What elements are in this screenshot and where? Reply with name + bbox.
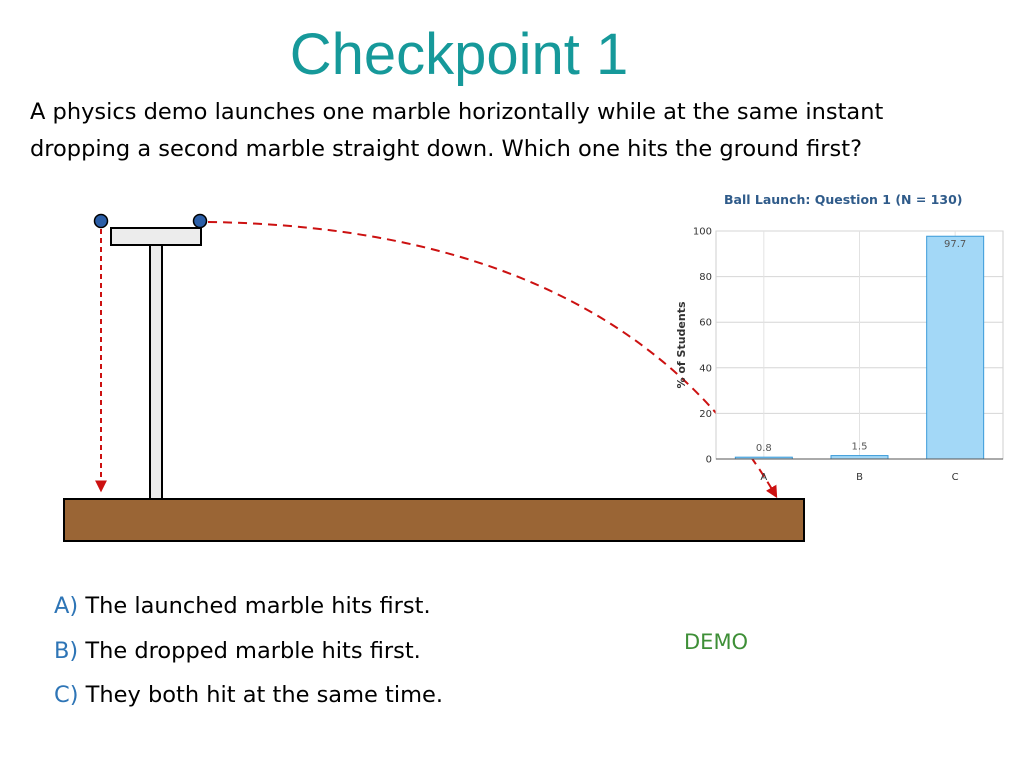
bar-b xyxy=(831,456,888,459)
y-tick-label: 80 xyxy=(699,272,712,284)
answer-list xyxy=(54,584,443,718)
answer-b-text: The dropped marble hits first. xyxy=(85,637,421,664)
y-tick-label: 40 xyxy=(699,363,712,375)
answer-c-text: They both hit at the same time. xyxy=(85,682,443,708)
answer-a xyxy=(54,584,443,629)
question-text: A physics demo launches one marble horizontally while at the same instant dropping a second marble straight down. Which one hits the ground first? xyxy=(30,99,884,162)
bar-value-label: 97.7 xyxy=(944,239,967,251)
x-tick-label: B xyxy=(856,472,863,483)
x-tick-label: C xyxy=(951,472,959,483)
y-axis-label: % of Students xyxy=(675,301,688,389)
chart-title: Ball Launch: Question 1 (N = 130) xyxy=(724,192,963,207)
answer-b xyxy=(54,629,443,674)
demo-link[interactable]: DEMO xyxy=(684,630,749,654)
slide-title: Checkpoint 1 xyxy=(289,22,629,87)
y-tick-label: 100 xyxy=(692,226,712,238)
bar-value-label: 1.5 xyxy=(851,441,868,453)
x-tick-label: A xyxy=(760,472,768,483)
bar-c xyxy=(927,236,984,459)
y-tick-label: 20 xyxy=(699,408,712,420)
answer-c xyxy=(54,673,443,718)
y-tick-label: 0 xyxy=(705,454,712,466)
bar-value-label: 0.8 xyxy=(755,443,772,455)
answer-b-letter: B) xyxy=(54,637,79,664)
y-tick-label: 60 xyxy=(699,317,712,329)
answer-a-letter: A) xyxy=(54,593,79,619)
answer-c-letter: C) xyxy=(54,682,79,708)
answer-a-text: The launched marble hits first. xyxy=(85,593,431,619)
